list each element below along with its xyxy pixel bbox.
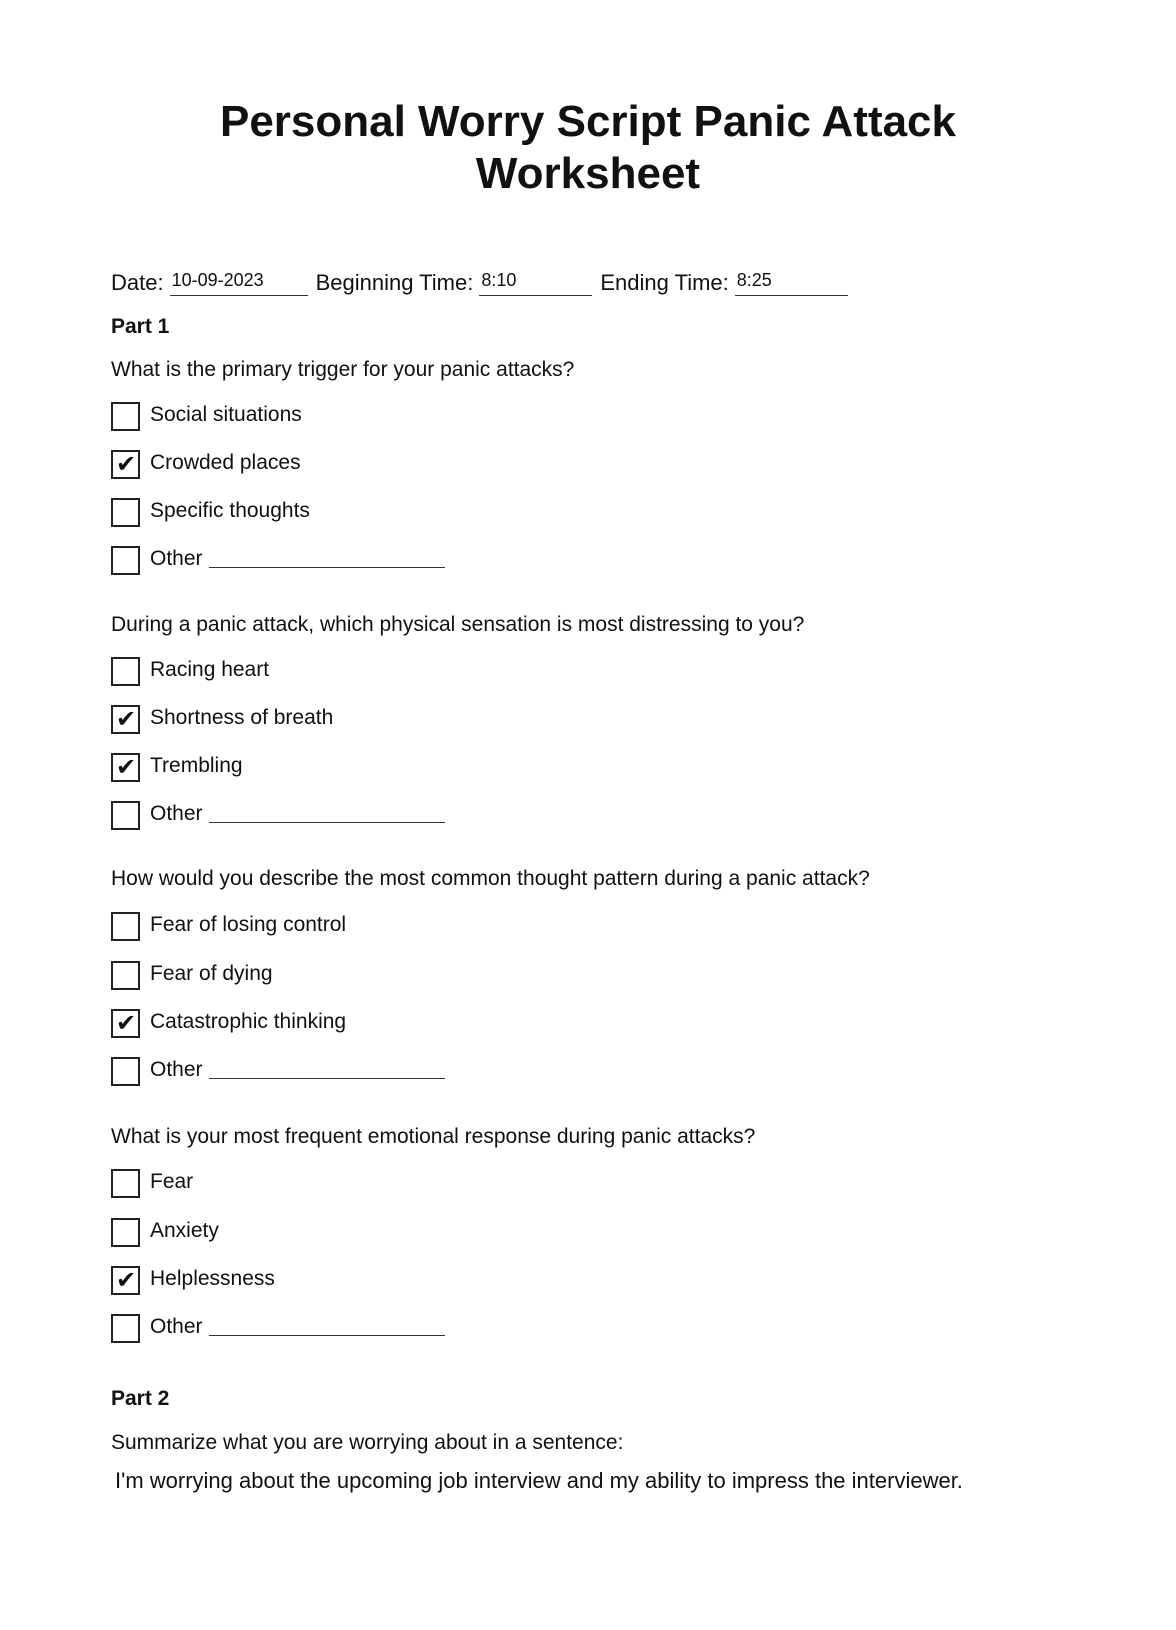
- q3-option-3[interactable]: [111, 1007, 346, 1036]
- part-1-heading: Part 1: [111, 315, 170, 338]
- title-line-1: Personal Worry Script Panic Attack: [219, 97, 957, 146]
- checkbox[interactable]: [111, 1266, 140, 1295]
- summary-answer[interactable]: I'm worrying about the upcoming job interview and my ability to impress the interviewer.: [115, 1468, 963, 1493]
- q4-option-2[interactable]: [111, 1216, 219, 1245]
- part-2-heading: Part 2: [111, 1387, 170, 1410]
- begin-time-field[interactable]: [479, 270, 592, 296]
- checkbox[interactable]: [111, 801, 140, 830]
- option-label: Racing heart: [150, 657, 270, 681]
- checkbox[interactable]: [111, 961, 140, 990]
- option-label: Fear of losing control: [150, 912, 347, 936]
- session-header: [111, 270, 856, 296]
- q1-option-other[interactable]: [111, 544, 445, 573]
- option-label: Other: [150, 1314, 203, 1338]
- begin-time-value: 8:10: [481, 270, 517, 290]
- option-label: Anxiety: [150, 1218, 219, 1242]
- checkbox[interactable]: [111, 1009, 140, 1038]
- checkbox[interactable]: [111, 498, 140, 527]
- check-mark-icon: ✔: [116, 705, 137, 733]
- checkbox[interactable]: [111, 1218, 140, 1247]
- check-mark-icon: ✔: [116, 753, 137, 781]
- option-label: Shortness of breath: [150, 705, 334, 729]
- checkbox[interactable]: [111, 705, 140, 734]
- q4-option-1[interactable]: [111, 1167, 193, 1196]
- begin-time-label: Beginning Time:: [315, 270, 474, 295]
- option-label: Social situations: [150, 402, 302, 426]
- option-label: Fear: [150, 1169, 194, 1193]
- question-3: How would you describe the most common thought pattern during a panic attack?: [111, 867, 870, 890]
- end-time-field[interactable]: [735, 270, 848, 296]
- date-label: Date:: [111, 270, 164, 295]
- other-text-field[interactable]: [209, 804, 445, 823]
- q3-option-other[interactable]: [111, 1055, 445, 1084]
- q4-option-other[interactable]: [111, 1312, 445, 1341]
- q3-option-1[interactable]: [111, 910, 346, 939]
- other-text-field[interactable]: [209, 1060, 445, 1079]
- date-field[interactable]: [170, 270, 308, 296]
- option-label: Catastrophic thinking: [150, 1009, 347, 1033]
- option-label: Fear of dying: [150, 961, 273, 985]
- q4-option-3[interactable]: [111, 1264, 275, 1293]
- option-label: Other: [150, 1057, 203, 1081]
- checkbox[interactable]: [111, 402, 140, 431]
- checkbox[interactable]: [111, 912, 140, 941]
- other-text-field[interactable]: [209, 1317, 445, 1336]
- other-text-field[interactable]: [209, 549, 445, 568]
- q1-option-3[interactable]: [111, 496, 310, 525]
- option-label: Specific thoughts: [150, 498, 310, 522]
- checkbox[interactable]: [111, 1169, 140, 1198]
- check-mark-icon: ✔: [116, 1009, 137, 1037]
- question-2: During a panic attack, which physical sensation is most distressing to you?: [111, 613, 805, 636]
- check-mark-icon: ✔: [116, 450, 137, 478]
- q2-option-other[interactable]: [111, 799, 445, 828]
- q2-option-2[interactable]: [111, 703, 333, 732]
- q1-option-1[interactable]: [111, 400, 302, 429]
- q2-option-3[interactable]: [111, 751, 243, 780]
- title-line-2: Worksheet: [475, 149, 701, 198]
- summary-prompt: Summarize what you are worrying about in a sentence:: [111, 1431, 624, 1454]
- option-label: Other: [150, 801, 203, 825]
- q3-option-2[interactable]: [111, 959, 273, 988]
- check-mark-icon: ✔: [116, 1266, 137, 1294]
- option-label: Helplessness: [150, 1266, 275, 1290]
- option-label: Crowded places: [150, 450, 301, 474]
- end-time-label: Ending Time:: [600, 270, 729, 295]
- checkbox[interactable]: [111, 546, 140, 575]
- option-label: Trembling: [150, 753, 243, 777]
- checkbox[interactable]: [111, 753, 140, 782]
- date-value: 10-09-2023: [171, 270, 264, 290]
- checkbox[interactable]: [111, 450, 140, 479]
- checkbox[interactable]: [111, 1314, 140, 1343]
- option-label: Other: [150, 546, 203, 570]
- end-time-value: 8:25: [736, 270, 772, 290]
- q1-option-2[interactable]: [111, 448, 301, 477]
- question-4: What is your most frequent emotional response during panic attacks?: [111, 1125, 756, 1148]
- question-1: What is the primary trigger for your panic attacks?: [111, 358, 575, 381]
- q2-option-1[interactable]: [111, 655, 269, 684]
- checkbox[interactable]: [111, 657, 140, 686]
- page-title: [0, 96, 1176, 200]
- checkbox[interactable]: [111, 1057, 140, 1086]
